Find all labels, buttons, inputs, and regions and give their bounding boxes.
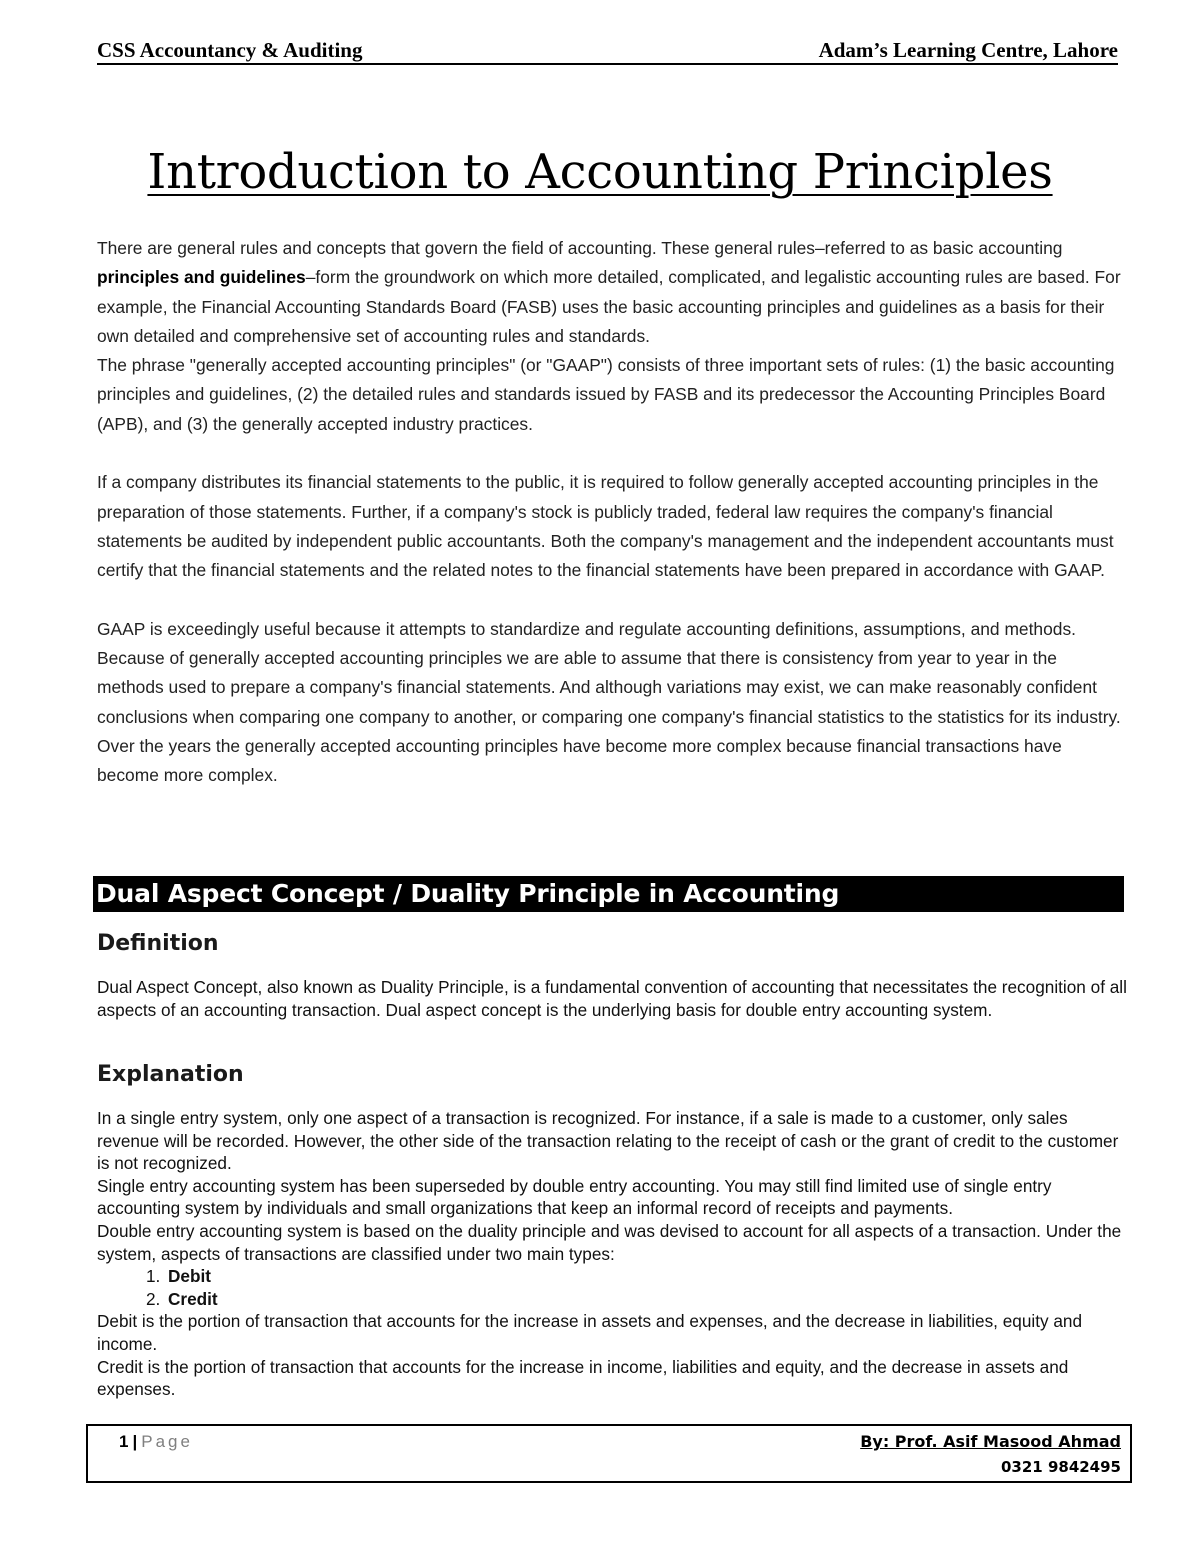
definition-heading: Definition [97,931,219,956]
explanation-paragraph-1: In a single entry system, only one aspect of a transaction is recognized. For instance, if a sale is made to a customer, only sales revenue will be recorded. However, the other side of the transaction relating to the receipt of cash or the grant of credit to the customer is not recognized. [97,1108,1119,1174]
entry-types-list [97,1265,1127,1310]
explanation-paragraph-4: Debit is the portion of transaction that accounts for the increase in assets and expenses, and the decrease in liabilities, equity and income. [97,1311,1083,1354]
explanation-paragraph-3: Double entry accounting system is based on the duality principle and was devised to account for all aspects of a transaction. Under the system, aspects of transactions are classified under two main types: [97,1220,1122,1264]
document-title: Introduction to Accounting Principles [147,144,1053,200]
bold-phrase: principles and guidelines [97,267,306,288]
header-institute: Adam’s Learning Centre, Lahore [818,38,1118,62]
author-phone: 0321 9842495 [1000,1458,1121,1476]
definition-paragraph: Dual Aspect Concept, also known as Duality Principle, is a fundamental convention of accounting that necessitates the recognition of all aspects of an accounting transaction. Dual aspect concept is the underlying basis for double entry accounting system. [97,977,1127,1020]
explanation-paragraph-2: Single entry accounting system has been superseded by double entry accounting. You may still find limited use of single entry accounting system by individuals and small organizations that keep an informal record of receipts and payments. [97,1175,1052,1219]
intro-paragraph-1: There are general rules and concepts that govern the field of accounting. These general rules–referred to as basic accounting principles and guidelines–form the groundwork on which more detailed, complicated, and legalistic accounting rules are based. For example, the Financial Accounting Standards Board (FASB) uses the basic accounting principles and guidelines as a basis for their own detailed and comprehensive set of accounting rules and standards. [97,238,1121,346]
list-item: 1. Debit [146,1266,211,1287]
author-credit: By: Prof. Asif Masood Ahmad [860,1432,1121,1451]
intro-section [97,234,1127,791]
list-item: 2. Credit [146,1288,218,1309]
page-footer [86,1424,1132,1483]
intro-paragraph-4: GAAP is exceedingly useful because it attempts to standardize and regulate accounting definitions, assumptions, and methods. Because of generally accepted accounting principles we are able to assume that there is consistency from year to year in the methods used to prepare a company's financial statements. And although variations may exist, we can make reasonably confident conclusions when comparing one company to another, or comparing one company's financial statistics to the statistics for its industry. Over the years the generally accepted accounting principles have become more complex because financial transactions have become more complex. [97,618,1121,786]
intro-paragraph-3: If a company distributes its financial statements to the public, it is required to follow generally accepted accounting principles in the preparation of those statements. Further, if a company's stock is publicly traded, federal law requires the company's financial statements be audited by independent public accountants. Both the company's management and the independent accountants must certify that the financial statements and the related notes to the financial statements have been prepared in accordance with GAAP. [97,472,1114,581]
explanation-body [97,1107,1127,1401]
intro-paragraph-2: The phrase "generally accepted accounting principles" (or "GAAP") consists of three important sets of rules: (1) the basic accounting principles and guidelines, (2) the detailed rules and standards issued by FASB and its predecessor the Accounting Principles Board (APB), and (3) the generally accepted industry practices. [97,355,1115,434]
header-course-title: CSS Accountancy & Auditing [97,38,363,62]
explanation-paragraph-5: Credit is the portion of transaction that accounts for the increase in income, liabilities and equity, and the decrease in assets and expenses. [97,1356,1069,1400]
explanation-heading: Explanation [97,1062,244,1087]
page-number: 1 | Page [119,1432,193,1451]
section-banner: Dual Aspect Concept / Duality Principle in Accounting [93,876,1124,912]
definition-body [97,976,1127,1021]
page-header [97,37,1118,65]
